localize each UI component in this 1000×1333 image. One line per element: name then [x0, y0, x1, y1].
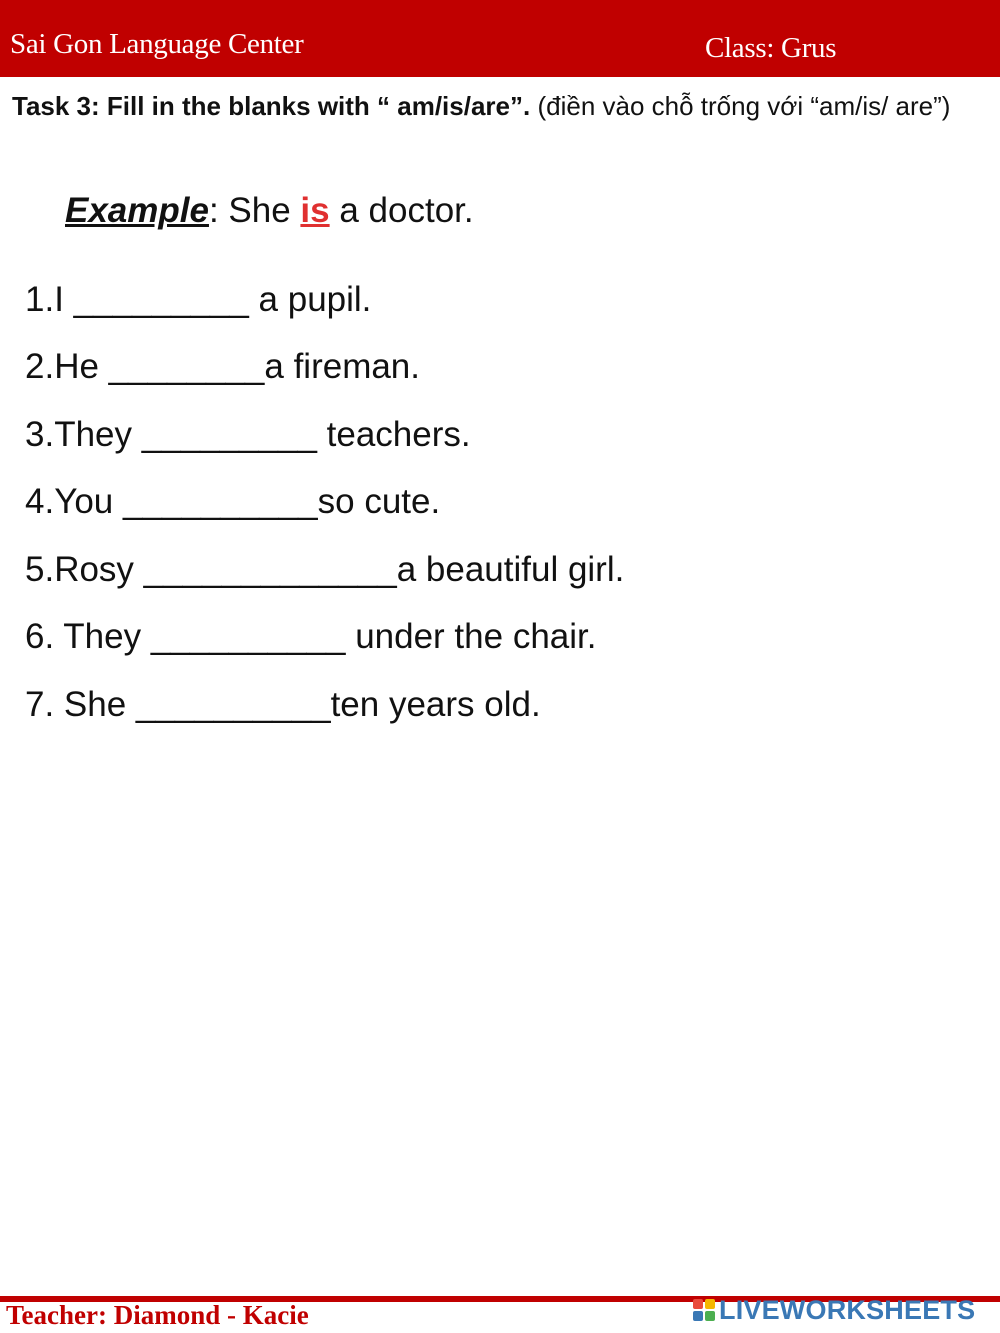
task-title: Task 3: Fill in the blanks with “ am/is/are”.	[12, 91, 531, 121]
task-instruction	[12, 88, 972, 125]
exercise-item-5[interactable]: 5.Rosy _____________a beautiful girl.	[25, 550, 625, 589]
exercise-item-7[interactable]: 7. She __________ten years old.	[25, 685, 541, 724]
exercise-item-2[interactable]: 2.He ________a fireman.	[25, 347, 420, 386]
teacher-name: Teacher: Diamond - Kacie	[6, 1300, 309, 1330]
class-label: Class: Grus	[705, 32, 837, 64]
liveworksheets-logo	[693, 1294, 976, 1325]
task-note: (điền vào chỗ trống với “am/is/ are”)	[537, 91, 951, 121]
example-after: a doctor.	[329, 191, 474, 230]
exercise-item-3[interactable]: 3.They _________ teachers.	[25, 415, 471, 454]
exercise-item-1[interactable]: 1.I _________ a pupil.	[25, 280, 372, 319]
exercise-item-6[interactable]: 6. They __________ under the chair.	[25, 617, 597, 656]
example-sentence	[65, 191, 474, 231]
liveworksheets-logo-icon	[693, 1299, 715, 1321]
center-name: Sai Gon Language Center	[10, 28, 304, 60]
header-bar	[0, 0, 1000, 77]
exercise-item-4[interactable]: 4.You __________so cute.	[25, 482, 441, 521]
example-before: : She	[208, 191, 301, 230]
example-label: Example	[65, 191, 209, 230]
liveworksheets-logo-text: LIVEWORKSHEETS	[719, 1294, 976, 1325]
example-answer: is	[300, 191, 330, 230]
